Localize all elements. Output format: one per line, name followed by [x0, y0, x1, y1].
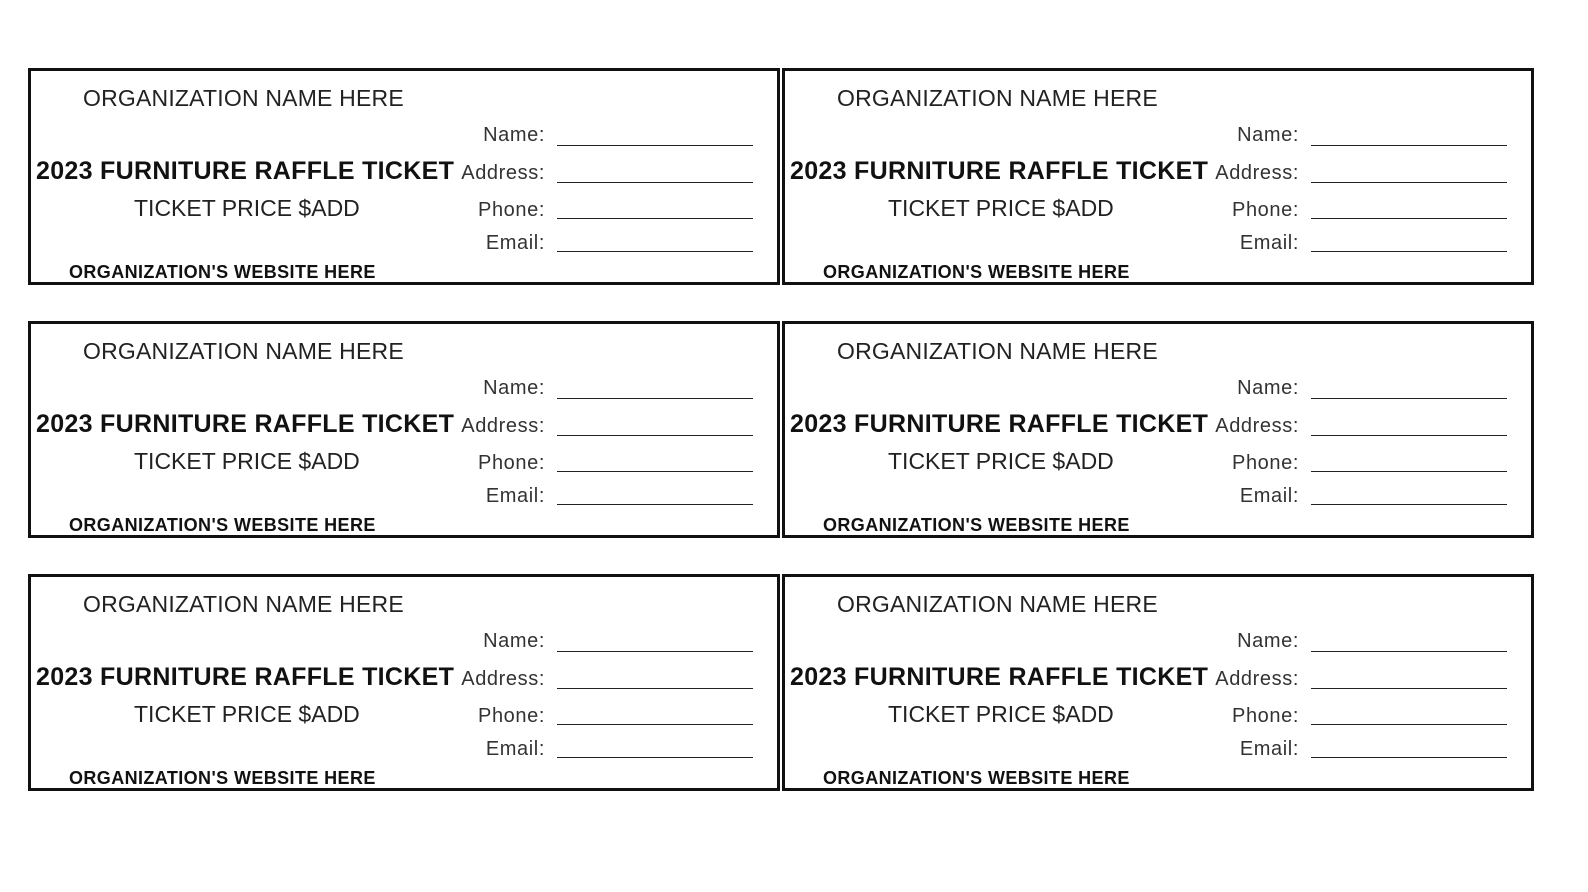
organization-website: ORGANIZATION'S WEBSITE HERE	[823, 515, 1130, 535]
phone-label: Phone:	[478, 705, 545, 727]
address-blank-line	[1311, 182, 1507, 183]
address-label: Address:	[1215, 415, 1299, 437]
address-blank-line	[557, 688, 753, 689]
name-label: Name:	[483, 377, 545, 399]
address-blank-line	[557, 435, 753, 436]
address-label: Address:	[1215, 162, 1299, 184]
email-label: Email:	[1239, 738, 1299, 760]
organization-name: ORGANIZATION NAME HERE	[83, 591, 404, 617]
phone-label: Phone:	[1232, 199, 1299, 221]
name-blank-line	[557, 651, 753, 652]
organization-website: ORGANIZATION'S WEBSITE HERE	[823, 262, 1130, 282]
phone-blank-line	[557, 218, 753, 219]
email-blank-line	[1311, 251, 1507, 252]
name-label: Name:	[1237, 377, 1299, 399]
phone-blank-line	[557, 471, 753, 472]
address-label: Address:	[461, 415, 545, 437]
organization-website: ORGANIZATION'S WEBSITE HERE	[69, 515, 376, 535]
address-label: Address:	[461, 668, 545, 690]
email-label: Email:	[1239, 232, 1299, 254]
organization-name: ORGANIZATION NAME HERE	[837, 85, 1158, 111]
email-label: Email:	[485, 738, 545, 760]
organization-name: ORGANIZATION NAME HERE	[83, 85, 404, 111]
phone-label: Phone:	[478, 452, 545, 474]
organization-name: ORGANIZATION NAME HERE	[83, 338, 404, 364]
address-blank-line	[557, 182, 753, 183]
email-label: Email:	[485, 232, 545, 254]
name-label: Name:	[1237, 124, 1299, 146]
phone-blank-line	[1311, 471, 1507, 472]
organization-website: ORGANIZATION'S WEBSITE HERE	[69, 262, 376, 282]
phone-blank-line	[557, 724, 753, 725]
address-label: Address:	[1215, 668, 1299, 690]
email-blank-line	[557, 251, 753, 252]
name-label: Name:	[483, 124, 545, 146]
ticket-title: 2023 FURNITURE RAFFLE TICKET	[790, 410, 1209, 438]
raffle-ticket-6	[782, 574, 1534, 791]
name-blank-line	[557, 145, 753, 146]
raffle-ticket-4	[782, 321, 1534, 538]
address-blank-line	[1311, 435, 1507, 436]
email-blank-line	[557, 757, 753, 758]
email-label: Email:	[1239, 485, 1299, 507]
name-blank-line	[1311, 398, 1507, 399]
name-label: Name:	[483, 630, 545, 652]
ticket-price: TICKET PRICE $ADD	[134, 195, 360, 221]
ticket-price: TICKET PRICE $ADD	[134, 448, 360, 474]
name-blank-line	[1311, 651, 1507, 652]
raffle-ticket-1	[28, 68, 780, 285]
phone-blank-line	[1311, 724, 1507, 725]
organization-name: ORGANIZATION NAME HERE	[837, 338, 1158, 364]
address-blank-line	[1311, 688, 1507, 689]
raffle-ticket-5	[28, 574, 780, 791]
raffle-ticket-2	[782, 68, 1534, 285]
raffle-ticket-3	[28, 321, 780, 538]
email-label: Email:	[485, 485, 545, 507]
email-blank-line	[557, 504, 753, 505]
phone-label: Phone:	[1232, 452, 1299, 474]
ticket-title: 2023 FURNITURE RAFFLE TICKET	[790, 663, 1209, 691]
ticket-title: 2023 FURNITURE RAFFLE TICKET	[36, 410, 455, 438]
ticket-price: TICKET PRICE $ADD	[888, 448, 1114, 474]
organization-website: ORGANIZATION'S WEBSITE HERE	[69, 768, 376, 788]
name-blank-line	[557, 398, 753, 399]
email-blank-line	[1311, 757, 1507, 758]
ticket-price: TICKET PRICE $ADD	[888, 701, 1114, 727]
ticket-price: TICKET PRICE $ADD	[134, 701, 360, 727]
phone-label: Phone:	[1232, 705, 1299, 727]
name-label: Name:	[1237, 630, 1299, 652]
organization-name: ORGANIZATION NAME HERE	[837, 591, 1158, 617]
ticket-title: 2023 FURNITURE RAFFLE TICKET	[790, 157, 1209, 185]
phone-label: Phone:	[478, 199, 545, 221]
email-blank-line	[1311, 504, 1507, 505]
phone-blank-line	[1311, 218, 1507, 219]
ticket-title: 2023 FURNITURE RAFFLE TICKET	[36, 663, 455, 691]
name-blank-line	[1311, 145, 1507, 146]
organization-website: ORGANIZATION'S WEBSITE HERE	[823, 768, 1130, 788]
address-label: Address:	[461, 162, 545, 184]
ticket-title: 2023 FURNITURE RAFFLE TICKET	[36, 157, 455, 185]
ticket-price: TICKET PRICE $ADD	[888, 195, 1114, 221]
